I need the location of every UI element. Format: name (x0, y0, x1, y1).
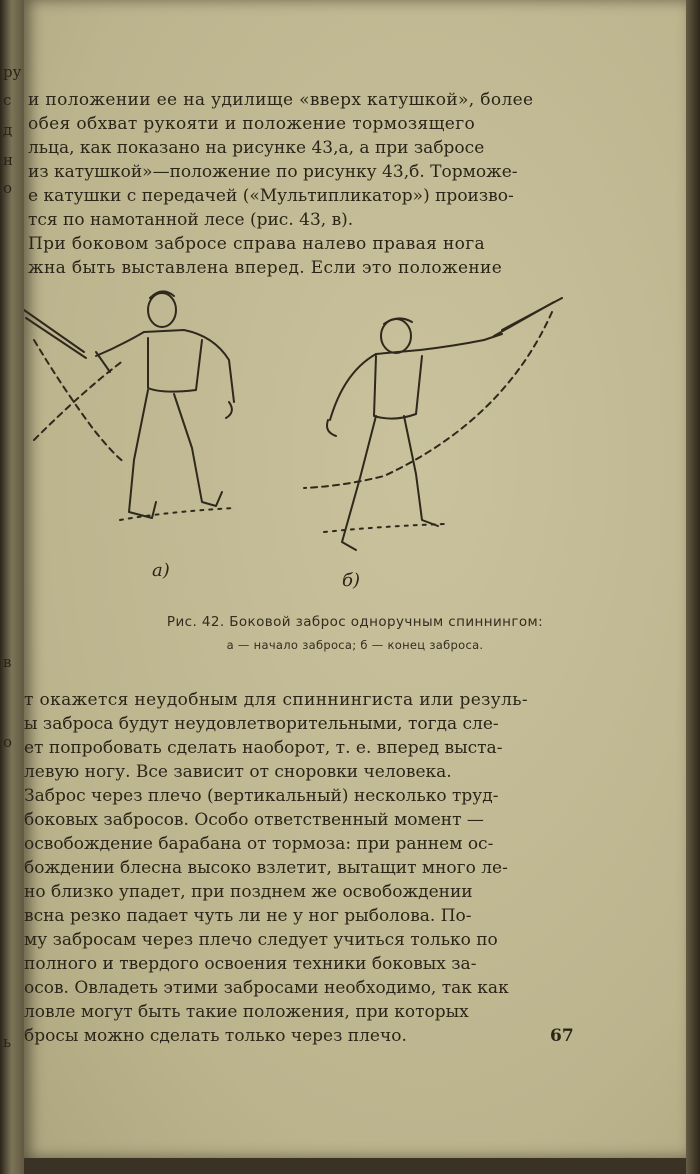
text-line: боковых забросов. Особо ответственный момент — (24, 810, 484, 830)
left-page-fragment: о (3, 733, 13, 751)
text-line: но близко упадет, при позднем же освобождении (24, 882, 473, 902)
text-line: обея обхват рукояти и положение тормозящего (28, 114, 476, 134)
book-bottom-edge (24, 1158, 686, 1174)
text-line: Заброс через плечо (вертикальный) несколько труд- (24, 786, 499, 806)
left-page-fragment: ь (3, 1033, 12, 1051)
left-page-edge (0, 0, 26, 1174)
text-line: полного и твердого освоения техники боковых за- (24, 954, 477, 974)
text-line: освобождение барабана от тормоза: при раннем ос- (24, 834, 494, 854)
figure-caption-legend: а — начало заброса; б — конец заброса. (226, 638, 484, 652)
figure-label-a: а) (152, 560, 170, 581)
angler-a-drawing (24, 291, 234, 520)
left-page-fragment: ру (3, 63, 22, 81)
text-line: из катушкой»—положение по рисунку 43,б. Торможе- (28, 162, 518, 182)
left-page-fragment: д (3, 121, 13, 139)
text-line: При боковом забросе справа налево правая нога (28, 234, 486, 254)
text-line: т окажется неудобным для спиннингиста или резуль- (24, 690, 529, 710)
text-line: ы заброса будут неудовлетворительными, тогда сле- (24, 714, 499, 734)
text-line: льца, как показано на рисунке 43,а, а при забросе (28, 138, 485, 158)
text-line: тся по намотанной лесе (рис. 43, в). (28, 210, 354, 230)
angler-b-drawing (304, 298, 562, 550)
book-page (24, 0, 686, 1158)
page-number: 67 (550, 1026, 574, 1046)
text-line: жна быть выставлена вперед. Если это положение (28, 258, 503, 278)
figure-caption-title: Рис. 42. Боковой заброс одноручным спиннингом: (166, 614, 544, 630)
text-line: ловле могут быть такие положения, при которых (24, 1002, 469, 1022)
text-line: бросы можно сделать только через плечо. (24, 1026, 407, 1046)
text-line: всна резко падает чуть ли не у ног рыболова. По- (24, 906, 472, 926)
left-page-fragment: в (3, 653, 12, 671)
text-line: бождении блесна высоко взлетит, вытащит много ле- (24, 858, 508, 878)
text-line: и положении ее на удилище «вверх катушкой», более (28, 90, 534, 110)
figure-label-b: б) (342, 570, 361, 591)
figure-casting-illustration (24, 280, 584, 600)
left-page-fragment: о (3, 179, 13, 197)
text-line: е катушки с передачей («Мультипликатор») произво- (28, 186, 514, 206)
text-line: осов. Овладеть этими забросами необходимо, так как (24, 978, 509, 998)
text-line: му забросам через плечо следует учиться только по (24, 930, 498, 950)
left-page-fragment: с (3, 91, 12, 109)
book-right-edge (684, 0, 700, 1174)
left-page-fragment: н (3, 151, 13, 169)
text-line: левую ногу. Все зависит от сноровки человека. (24, 762, 452, 782)
text-line: ет попробовать сделать наоборот, т. е. вперед выста- (24, 738, 503, 758)
